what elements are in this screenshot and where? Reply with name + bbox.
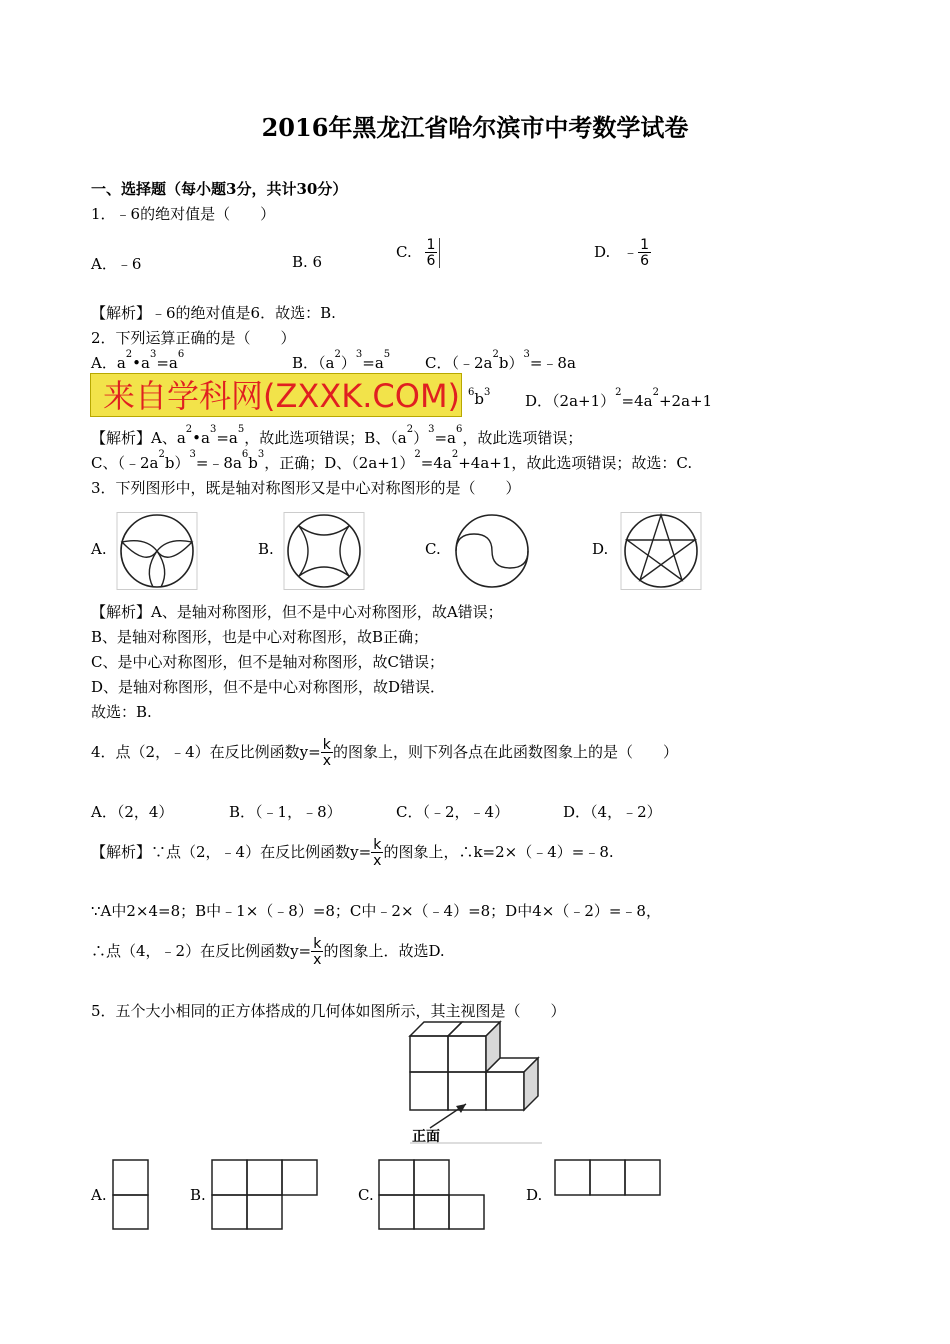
q2-an1-exp: 2 bbox=[406, 424, 414, 435]
q5-front-label: 正面 bbox=[412, 1129, 440, 1145]
q1-option-c bbox=[396, 238, 440, 268]
q2-an2-text: =﹣8a bbox=[195, 454, 242, 472]
q3-figure-b bbox=[283, 512, 365, 590]
q4-an3-fraction bbox=[311, 937, 323, 967]
q2-a-exp: 3 bbox=[149, 349, 157, 360]
q2-an2-exp: 2 bbox=[414, 449, 421, 460]
q4-an3-pre: ∴点（4，﹣2）在反比例函数y= bbox=[91, 942, 312, 960]
q2-option-b bbox=[292, 349, 391, 373]
q2-an2-text: C、（﹣2a bbox=[91, 454, 159, 472]
q3-label-b: B. bbox=[258, 540, 274, 558]
q5-label-d: D. bbox=[526, 1186, 543, 1204]
q2-option-d bbox=[525, 387, 713, 411]
q2-a-exp: 6 bbox=[177, 349, 185, 360]
q1-d-sign: ﹣ bbox=[623, 243, 639, 261]
q4-stem-post: 的图象上，则下列各点在此函数图象上的是（ ） bbox=[332, 743, 678, 761]
q2-option-c-tail bbox=[468, 387, 491, 408]
q2-an2-exp: 2 bbox=[158, 449, 165, 460]
q2-d-label: D． bbox=[525, 392, 553, 410]
q4-frac-den: x bbox=[313, 952, 322, 968]
q4-option-b: B．（﹣1，﹣8） bbox=[229, 803, 342, 821]
page-title: 2016年黑龙江省哈尔滨市中考数学试卷 bbox=[261, 113, 689, 142]
q2-a-expr: =a bbox=[156, 354, 178, 372]
q3-analysis-line1: 【解析】A、是轴对称图形，但不是中心对称图形，故A错误； bbox=[91, 603, 503, 621]
q2-d-expr: =4a bbox=[621, 392, 653, 410]
q2-c-exp: 3 bbox=[523, 349, 530, 360]
q4-analysis-line1 bbox=[91, 838, 614, 868]
section-heading: 一、选择题（每小题3分，共计30分） bbox=[91, 180, 348, 198]
q2-option-c bbox=[425, 349, 576, 373]
q2-c-tail-exp: 3 bbox=[483, 387, 491, 398]
q2-c-exp: 2 bbox=[492, 349, 499, 360]
q1-d-den: 6 bbox=[640, 253, 649, 269]
q4-stem-pre: 4．点（2，﹣4）在反比例函数y= bbox=[91, 743, 321, 761]
q2-option-a bbox=[91, 349, 185, 373]
q5-view-c bbox=[378, 1159, 486, 1231]
q5-view-a bbox=[112, 1159, 150, 1231]
q2-an1-text: =a bbox=[434, 429, 456, 447]
q2-an2-exp: 6 bbox=[241, 449, 249, 460]
q3-analysis-line3: C、是中心对称图形，但不是轴对称图形，故C错误； bbox=[91, 653, 444, 671]
q2-an1-text: =a bbox=[216, 429, 238, 447]
q4-option-a: A．（2，4） bbox=[91, 803, 174, 821]
q2-a-expr: a bbox=[116, 354, 126, 372]
q2-an2-exp: 2 bbox=[451, 449, 459, 460]
q1-option-d-label: D. bbox=[594, 243, 611, 261]
q2-b-exp: 2 bbox=[334, 349, 341, 360]
q2-b-label: B． bbox=[292, 354, 319, 372]
q2-an2-exp: 3 bbox=[189, 449, 196, 460]
q2-an1-text: ，故此选项错误；B、（a bbox=[244, 429, 407, 447]
q2-b-expr: =a bbox=[362, 354, 384, 372]
q5-stem: 5．五个大小相同的正方体搭成的几何体如图所示，其主视图是（ ） bbox=[91, 1002, 566, 1020]
q1-c-fraction bbox=[425, 238, 441, 268]
q4-frac-num: k bbox=[311, 937, 323, 952]
q2-an1-exp: 5 bbox=[237, 424, 245, 435]
q2-an2-text: =4a bbox=[420, 454, 452, 472]
q1-stem: 1．﹣6的绝对值是（ ） bbox=[91, 205, 276, 223]
q4-option-d: D．（4，﹣2） bbox=[563, 803, 662, 821]
q4-frac-den: x bbox=[322, 753, 331, 769]
q2-analysis-line2 bbox=[91, 449, 693, 473]
q1-option-d bbox=[594, 238, 651, 268]
q3-label-c: C. bbox=[425, 540, 441, 558]
q2-b-expr: ） bbox=[340, 354, 356, 372]
q3-label-d: D. bbox=[592, 540, 609, 558]
q2-a-expr: •a bbox=[132, 354, 150, 372]
q4-an1-post: 的图象上，∴k=2×（﹣4）=﹣8. bbox=[383, 843, 614, 861]
q2-analysis-line1 bbox=[91, 424, 583, 448]
q2-an2-text: +4a+1，故此选项错误；故选：C. bbox=[458, 454, 693, 472]
q2-c-expr: b） bbox=[498, 354, 524, 372]
q2-an1-exp: 3 bbox=[209, 424, 217, 435]
q4-an3-post: 的图象上．故选D. bbox=[323, 942, 445, 960]
q4-frac-num: k bbox=[321, 738, 333, 753]
q2-an1-exp: 6 bbox=[455, 424, 463, 435]
q3-label-a: A. bbox=[91, 540, 107, 558]
q4-frac-num: k bbox=[371, 838, 383, 853]
q2-b-exp: 5 bbox=[383, 349, 391, 360]
q2-an1-text: •a bbox=[192, 429, 210, 447]
q3-figure-a bbox=[116, 512, 198, 590]
q2-an2-exp: 3 bbox=[257, 449, 265, 460]
q4-stem-fraction bbox=[321, 738, 333, 768]
q2-b-exp: 3 bbox=[355, 349, 363, 360]
q2-an1-exp: 3 bbox=[428, 424, 435, 435]
q2-an2-text: ，正确；D、（2a+1） bbox=[264, 454, 415, 472]
q5-view-d bbox=[554, 1159, 662, 1197]
q3-analysis-line4: D、是轴对称图形，但不是中心对称图形，故D错误． bbox=[91, 678, 446, 696]
q2-d-expr: +2a+1 bbox=[658, 392, 713, 410]
q5-label-a: A. bbox=[91, 1186, 107, 1204]
q3-stem: 3．下列图形中，既是轴对称图形又是中心对称图形的是（ ） bbox=[91, 479, 521, 497]
q2-an2-text: b bbox=[248, 454, 258, 472]
q2-c-expr: =﹣8a bbox=[529, 354, 576, 372]
q2-b-expr: （a bbox=[318, 354, 335, 372]
q4-frac-den: x bbox=[373, 853, 382, 869]
q1-option-b: B. 6 bbox=[292, 253, 323, 271]
q2-d-exp: 2 bbox=[615, 387, 622, 398]
q3-analysis-line5: 故选：B. bbox=[91, 703, 152, 721]
q1-d-num: 1 bbox=[640, 237, 649, 253]
q4-an1-pre: 【解析】∵点（2，﹣4）在反比例函数y= bbox=[91, 843, 372, 861]
q5-label-c: C. bbox=[358, 1186, 374, 1204]
q2-a-label: A． bbox=[91, 354, 117, 372]
q2-stem: 2．下列运算正确的是（ ） bbox=[91, 329, 296, 347]
q1-option-a: A．﹣6 bbox=[91, 255, 142, 273]
q2-a-exp: 2 bbox=[125, 349, 133, 360]
q4-analysis-line3 bbox=[91, 937, 445, 967]
q5-label-b: B. bbox=[190, 1186, 206, 1204]
q2-c-tail-exp: 6 bbox=[468, 387, 475, 398]
q2-d-exp: 2 bbox=[652, 387, 659, 398]
q3-figure-c bbox=[450, 512, 534, 590]
q2-an1-text: ） bbox=[413, 429, 429, 447]
q3-figure-d bbox=[620, 512, 702, 590]
q2-c-tail: b bbox=[474, 390, 484, 408]
q4-an1-fraction bbox=[371, 838, 383, 868]
q5-view-b bbox=[211, 1159, 319, 1231]
q2-an1-text: 【解析】A、a bbox=[91, 429, 186, 447]
q2-an1-text: ，故此选项错误； bbox=[462, 429, 583, 447]
q1-c-num: 1 bbox=[426, 237, 436, 253]
q1-c-den: 6 bbox=[426, 253, 436, 269]
watermark-banner: 来自学科网(ZXXK.COM) bbox=[90, 373, 462, 417]
q1-analysis: 【解析】﹣6的绝对值是6．故选：B. bbox=[91, 304, 336, 322]
q2-c-expr: （﹣2a bbox=[451, 354, 493, 372]
q4-analysis-line2: ∵A中2×4=8；B中﹣1×（﹣8）=8；C中﹣2×（﹣4）=8；D中4×（﹣2）=﹣8， bbox=[91, 902, 661, 920]
q2-d-expr: （2a+1） bbox=[552, 392, 616, 410]
q3-analysis-line2: B、是轴对称图形，也是中心对称图形，故B正确； bbox=[91, 628, 429, 646]
q2-an1-exp: 2 bbox=[185, 424, 193, 435]
q4-option-c: C．（﹣2，﹣4） bbox=[396, 803, 510, 821]
q1-d-fraction bbox=[638, 238, 651, 268]
q2-c-label: C． bbox=[425, 354, 452, 372]
q1-option-c-label: C. bbox=[396, 243, 412, 261]
q2-an2-text: b） bbox=[164, 454, 190, 472]
q4-stem bbox=[91, 738, 678, 768]
